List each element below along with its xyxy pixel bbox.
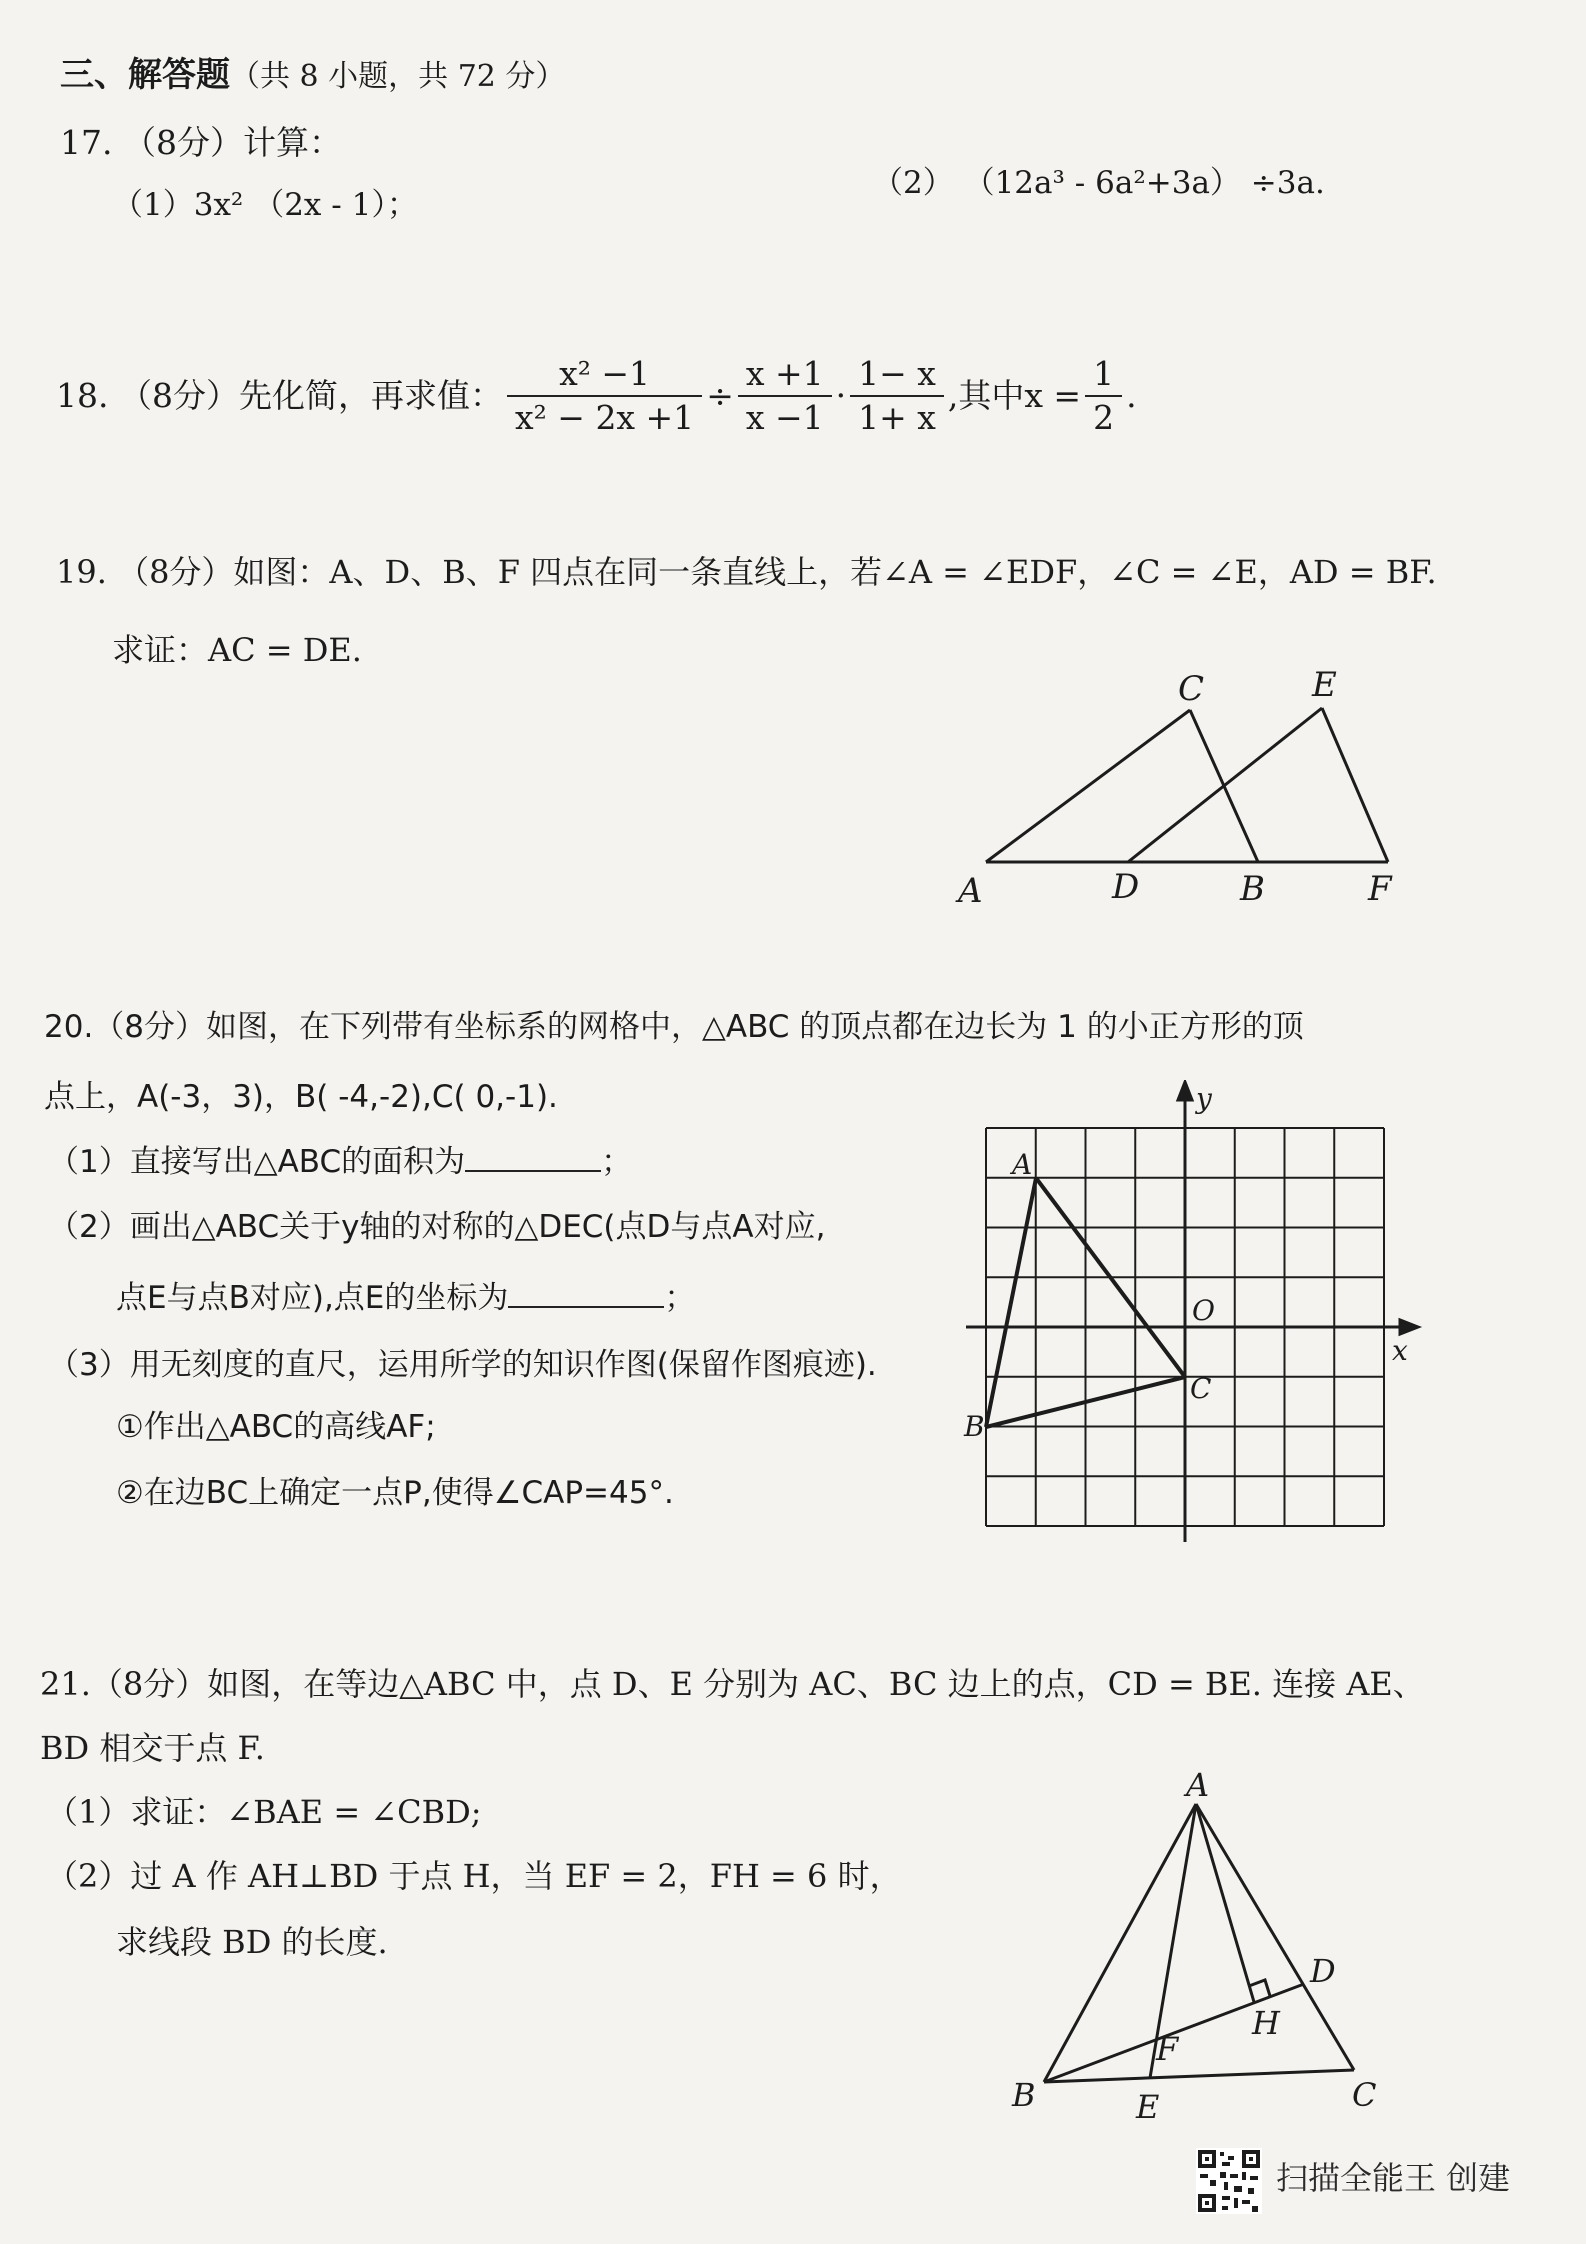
q20-answer-blank-1 [465, 1140, 601, 1172]
section-note: （共 8 小题，共 72 分） [230, 59, 566, 94]
x-axis-label: x [1392, 1334, 1408, 1367]
q17-head: 17. （8分）计算： [60, 123, 342, 162]
section-header [60, 56, 565, 95]
q18-half-den: 2 [1093, 398, 1115, 437]
q18-div: ÷ [706, 376, 734, 416]
x-axis-arrow-icon [1400, 1320, 1418, 1334]
q19-label-E: E [1312, 665, 1337, 705]
qr-code-icon [1196, 2148, 1262, 2214]
q20-part2a: （2）画出△ABC关于y轴的对称的△DEC(点D与点A对应, [48, 1209, 826, 1245]
q21-line1: 21.（8分）如图，在等边△ABC 中，点 D、E 分别为 AC、BC 边上的点，CD = BE. 连接 AE、 [40, 1665, 1425, 1703]
footer-brand: 扫描全能王 创建 [1276, 2159, 1511, 2197]
q18-f2-den: x −1 [745, 398, 824, 437]
y-axis-arrow-icon [1178, 1082, 1192, 1100]
q18-dot: · [835, 376, 847, 416]
q18-end: . [1126, 376, 1137, 416]
q20-part2b-text: 点E与点B对应),点E的坐标为 [116, 1280, 509, 1316]
q18-f2-num: x +1 [738, 355, 832, 397]
q18-f1-den: x² − 2x +1 [514, 398, 695, 437]
q20-label-C: C [1190, 1372, 1212, 1405]
q18-f3-den: 1+ x [858, 398, 936, 437]
q21-label-A: A [1186, 1766, 1210, 1804]
q20-part2b-end: ； [664, 1280, 696, 1316]
q21-part2: （2）过 A 作 AH⊥BD 于点 H，当 EF = 2，FH = 6 时， [46, 1857, 902, 1895]
q20-part3b: ②在边BC上确定一点P,使得∠CAP=45°. [116, 1475, 674, 1511]
q19-figure [940, 660, 1420, 920]
q17-part1: （1）3x² （2x - 1）； [112, 187, 418, 223]
q18-line [56, 336, 1137, 456]
q18-fraction-3 [850, 355, 944, 437]
q21-figure [1000, 1760, 1400, 2120]
q19-line1: 19. （8分）如图：A、D、B、F 四点在同一条直线上，若∠A = ∠EDF，∠C = ∠E，AD = BF. [56, 553, 1437, 591]
section-title: 三、解答题 [60, 55, 230, 95]
q19-label-C: C [1178, 669, 1205, 709]
origin-label: O [1192, 1294, 1215, 1327]
q21-label-F: F [1156, 2030, 1179, 2068]
q20-part1-end: ； [601, 1144, 633, 1180]
q18-where: ,其中x = [947, 376, 1082, 416]
q20-grid-figure [960, 1080, 1430, 1560]
q18-half-num: 1 [1085, 355, 1122, 397]
q18-fraction-half [1085, 355, 1122, 437]
q19-seg-EF [1322, 708, 1388, 862]
q20-line1: 20.（8分）如图，在下列带有坐标系的网格中，△ABC 的顶点都在边长为 1 的小正方形的顶 [44, 1009, 1304, 1045]
q21-line2: BD 相交于点 F. [40, 1729, 265, 1767]
q18-f3-num: 1− x [850, 355, 944, 397]
q18-head: 18. （8分）先化简，再求值： [56, 376, 503, 416]
q21-label-D: D [1310, 1952, 1336, 1990]
y-axis-label: y [1196, 1082, 1212, 1115]
q21-label-C: C [1352, 2076, 1377, 2114]
q19-label-B: B [1240, 869, 1265, 909]
q17-part2: （2） （12a³ - 6a²+3a） ÷3a. [872, 165, 1325, 201]
q21-label-B: B [1012, 2076, 1036, 2114]
q20-label-B: B [964, 1410, 985, 1443]
q19-label-F: F [1368, 869, 1392, 909]
q20-part3: （3）用无刻度的直尺，运用所学的知识作图(保留作图痕迹). [48, 1347, 877, 1383]
q19-seg-AC [986, 710, 1190, 862]
q19-seg-DE [1128, 708, 1322, 862]
q21-label-E: E [1136, 2088, 1160, 2120]
q21-label-H: H [1252, 2004, 1280, 2042]
q20-part2b [116, 1276, 695, 1317]
q20-answer-blank-2 [508, 1276, 664, 1308]
q21-part1: （1）求证：∠BAE = ∠CBD; [46, 1793, 482, 1831]
q19-label-D: D [1112, 867, 1140, 907]
q20-seg-AB [986, 1178, 1036, 1427]
q20-part3a: ①作出△ABC的高线AF; [116, 1409, 436, 1445]
q19-label-A: A [958, 871, 983, 911]
q21-seg-BC [1044, 2070, 1354, 2082]
q18-fraction-1 [507, 355, 702, 437]
q19-line2: 求证：AC = DE. [112, 631, 362, 669]
q21-seg-AH [1196, 1804, 1254, 2002]
q20-label-A: A [1012, 1148, 1033, 1181]
q21-part2b: 求线段 BD 的长度. [116, 1923, 388, 1961]
q18-fraction-2 [738, 355, 832, 437]
q18-f1-num: x² −1 [507, 355, 702, 397]
q20-line2: 点上，A(-3，3)，B( -4,-2),C( 0,-1). [44, 1079, 558, 1115]
q20-part1-text: （1）直接写出△ABC的面积为 [48, 1144, 466, 1180]
q20-part1 [48, 1140, 632, 1181]
